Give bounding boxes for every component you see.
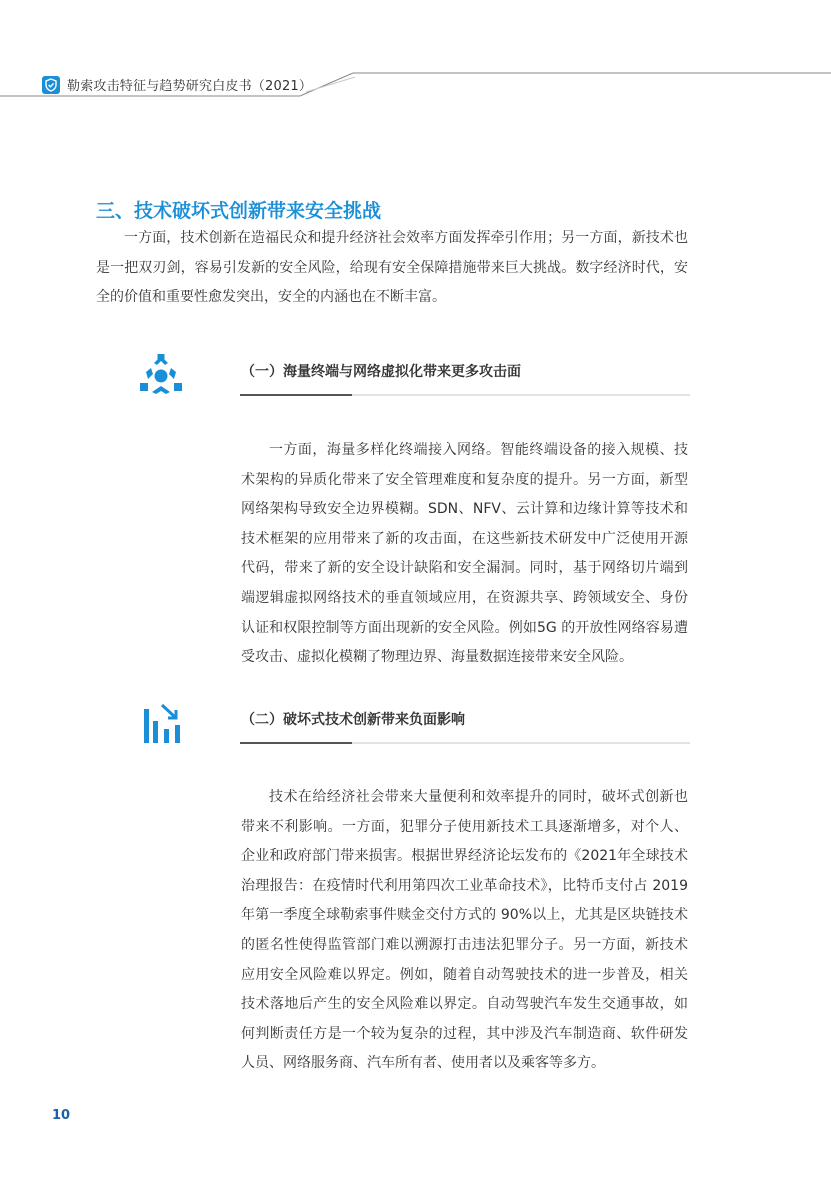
page-number: 10 xyxy=(52,1108,71,1123)
shield-check-icon xyxy=(42,76,60,94)
section-intro-paragraph: 一方面，技术创新在造福民众和提升经济社会效率方面发挥牵引作用；另一方面，新技术也是一把双刃剑，容易引发新的安全风险，给现有安全保障措施带来巨大挑战。数字经济时代，安全的价值和重要性愈发突出，安全的内涵也在不断丰富。 xyxy=(96,230,688,306)
subsection-2-title: （二）破坏式技术创新带来负面影响 xyxy=(241,712,465,728)
page-header xyxy=(0,0,831,110)
subsection-1-body: 一方面，海量多样化终端接入网络。智能终端设备的接入规模、技术架构的异质化带来了安全管理难度和复杂度的提升。另一方面，新型网络架构导致安全边界模糊。SDN、NFV、云计算和边缘计算等技术和技术框架的应用带来了新的攻击面，在这些新技术研发中广泛使用开源代码，带来了新的安全设计缺陷和安全漏洞。同时，基于网络切片端到端逻辑虚拟网络技术的垂直领域应用，在资源共享、跨领域安全、身份认证和权限控制等方面出现新的安全风险。例如5G 的开放性网络容易遭受攻击、虚拟化模糊了物理边界、海量数据连接带来安全风险。 xyxy=(241,442,688,666)
subsection-1-divider xyxy=(240,394,690,396)
disruption-chart-icon xyxy=(142,703,184,745)
subsection-2-body: 技术在给经济社会带来大量便利和效率提升的同时，破坏式创新也带来不利影响。一方面，犯罪分子使用新技术工具逐渐增多，对个人、企业和政府部门带来损害。根据世界经济论坛发布的《2021年全球技术治理报告：在疫情时代利用第四次工业革命技术》，比特币支付占 2019 年第一季度全球勒索事件赎金交付方式的 90%以上，尤其是区块链技术的匿名性使得监管部门难以溯源打击违法犯罪分子。另一方面，新技术应用安全风险难以界定。例如，随着自动驾驶技术的进一步普及，相关技术落地后产生的安全风险难以界定。自动驾驶汽车发生交通事故，如何判断责任方是一个较为复杂的过程，其中涉及汽车制造商、软件研发人员、网络服务商、汽车所有者、使用者以及乘客等多方。 xyxy=(241,789,688,1072)
network-nodes-icon xyxy=(138,352,184,396)
subsection-1-title: （一）海量终端与网络虚拟化带来更多攻击面 xyxy=(241,364,521,380)
subsection-2-divider xyxy=(240,742,690,744)
document-title: 勒索攻击特征与趋势研究白皮书（2021） xyxy=(67,79,313,94)
section-title: 三、技术破坏式创新带来安全挑战 xyxy=(96,200,382,222)
